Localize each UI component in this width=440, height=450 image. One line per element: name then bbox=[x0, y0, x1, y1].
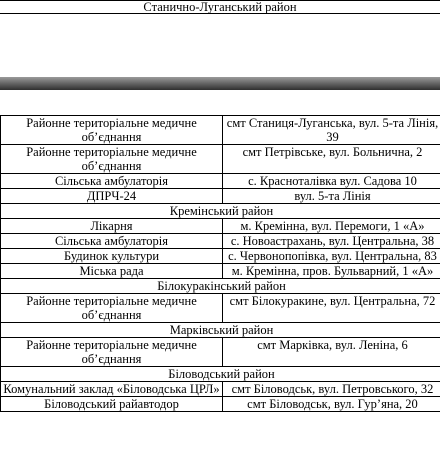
table-row bbox=[1, 219, 440, 234]
facility-name: Міська рада bbox=[1, 264, 223, 279]
facility-address: смт Марківка, вул. Леніна, 6 bbox=[223, 338, 440, 367]
district-row bbox=[1, 279, 440, 294]
locations-table bbox=[0, 115, 440, 412]
table-row bbox=[1, 189, 440, 204]
table-row bbox=[1, 397, 440, 412]
district-heading-label: Станично-Луганський район bbox=[143, 0, 297, 14]
facility-address: м. Кремінна, вул. Перемоги, 1 «А» bbox=[223, 219, 440, 234]
facility-address: м. Кремінна, пров. Бульварний, 1 «А» bbox=[223, 264, 440, 279]
facility-address: смт Станиця-Луганська, вул. 5-та Лінія, 39 bbox=[223, 116, 440, 145]
facility-name: Комунальний заклад «Біловодська ЦРЛ» bbox=[1, 382, 223, 397]
facility-name: ДПРЧ-24 bbox=[1, 189, 223, 204]
district-name: Білокуракінський район bbox=[1, 279, 440, 294]
district-row bbox=[1, 323, 440, 338]
table-row bbox=[1, 174, 440, 189]
facility-address: с. Новоастрахань, вул. Центральна, 38 bbox=[223, 234, 440, 249]
facility-address: с. Червонопопівка, вул. Центральна, 83 bbox=[223, 249, 440, 264]
district-heading-stanychno-luhanskyi bbox=[0, 0, 440, 14]
table-row bbox=[1, 264, 440, 279]
facility-name: Районне територіальне медичне об’єднання bbox=[1, 116, 223, 145]
facility-name: Біловодський райавтодор bbox=[1, 397, 223, 412]
table-row bbox=[1, 249, 440, 264]
facility-address: вул. 5-та Лінія bbox=[223, 189, 440, 204]
facility-address: с. Красноталівка вул. Садова 10 bbox=[223, 174, 440, 189]
page-break-bar bbox=[0, 77, 440, 90]
facility-name: Лікарня bbox=[1, 219, 223, 234]
facility-address: смт Петрівське, вул. Больнична, 2 bbox=[223, 145, 440, 174]
district-row bbox=[1, 367, 440, 382]
district-name: Марківський район bbox=[1, 323, 440, 338]
district-row bbox=[1, 204, 440, 219]
table-row bbox=[1, 116, 440, 145]
table-row bbox=[1, 145, 440, 174]
facility-name: Сільська амбулаторія bbox=[1, 174, 223, 189]
facility-address: смт Білокуракине, вул. Центральна, 72 bbox=[223, 294, 440, 323]
table-row bbox=[1, 294, 440, 323]
table-row bbox=[1, 338, 440, 367]
district-name: Біловодський район bbox=[1, 367, 440, 382]
facility-name: Районне територіальне медичне об’єднання bbox=[1, 294, 223, 323]
facility-address: смт Біловодськ, вул. Петровського, 32 bbox=[223, 382, 440, 397]
table-row bbox=[1, 382, 440, 397]
facility-name: Районне територіальне медичне об’єднання bbox=[1, 145, 223, 174]
district-name: Кремінський район bbox=[1, 204, 440, 219]
facility-name: Будинок культури bbox=[1, 249, 223, 264]
facility-name: Сільська амбулаторія bbox=[1, 234, 223, 249]
table-row bbox=[1, 234, 440, 249]
facility-name: Районне територіальне медичне об’єднання bbox=[1, 338, 223, 367]
facility-address: смт Біловодськ, вул. Гур’яна, 20 bbox=[223, 397, 440, 412]
